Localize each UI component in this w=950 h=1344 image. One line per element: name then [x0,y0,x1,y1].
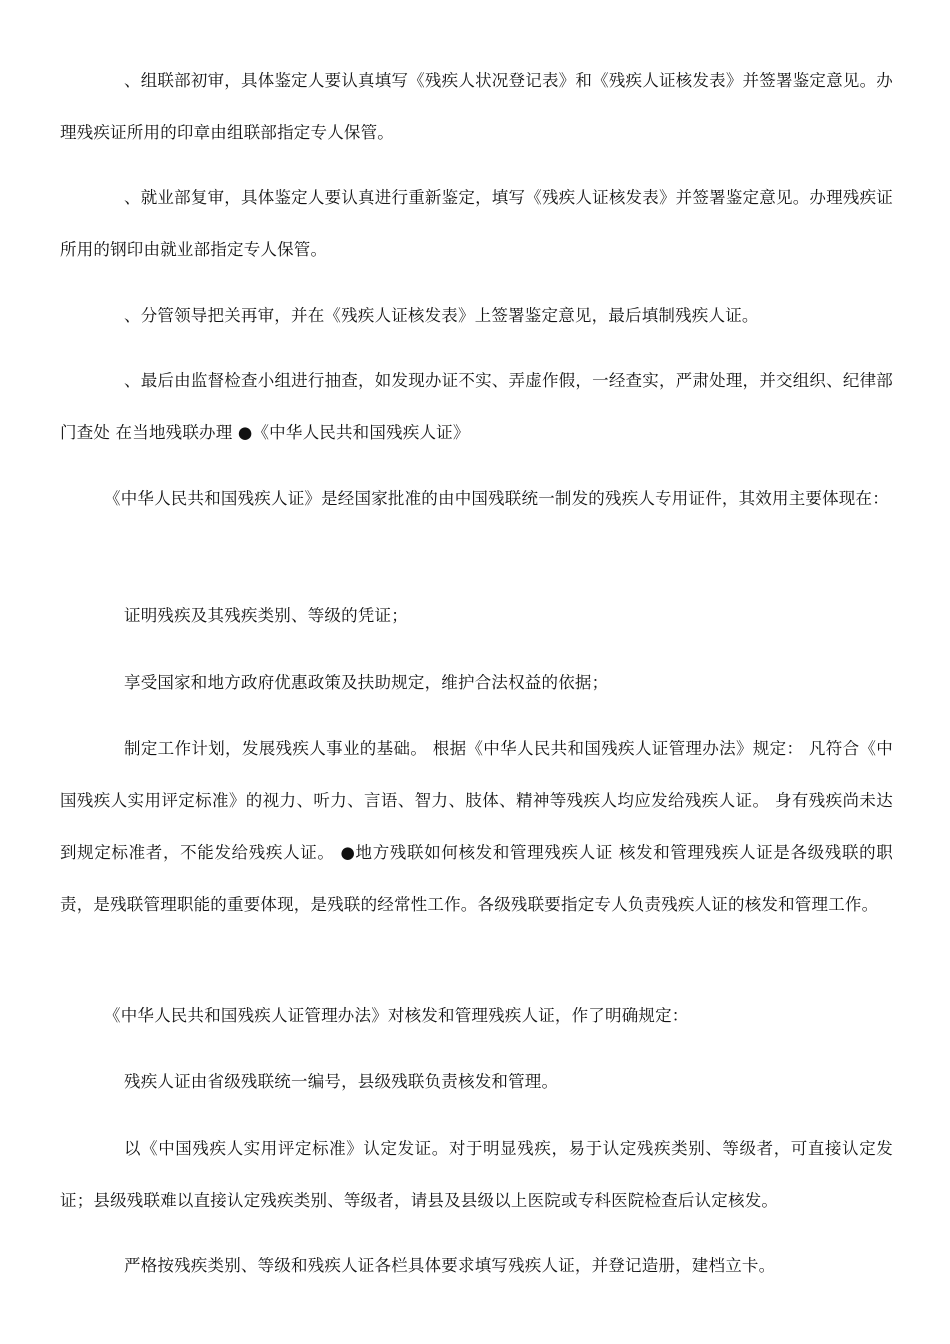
paragraph-rule-filling: 严格按残疾类别、等级和残疾人证各栏具体要求填写残疾人证，并登记造册，建档立卡。 [124,1256,776,1275]
paragraph-effect-1: 证明残疾及其残疾类别、等级的凭证； [124,606,408,625]
paragraph-management-rules: 《中华人民共和国残疾人证管理办法》对核发和管理残疾人证，作了明确规定： [104,1006,689,1025]
paragraph-rule-standard: 以《中国残疾人实用评定标准》认定发证。对于明显残疾，易于认定残疾类别、等级者，可直接认定发证；县级残联难以直接认定残疾类别、等级者，请县及县级以上医院或专科医院检查后认定核发。 [60,1139,893,1210]
paragraph-zulianbu-review: 、组联部初审，具体鉴定人要认真填写《残疾人状况登记表》和《残疾人证核发表》并签署鉴定意见。办理残疾证所用的印章由组联部指定专人保管。 [60,71,893,142]
paragraph-effect-3: 制定工作计划，发展残疾人事业的基础。 根据《中华人民共和国残疾人证管理办法》规定： 凡符合《中国残疾人实用评定标准》的视力、听力、言语、智力、肢体、精神等残疾人均应发给残疾人证。 身有残疾尚未达到规定标准者，不能发给残疾人证。 ●地方残联如何核发和管理残疾人证 核发和管理残疾人证是各级残联的职责，是残联管理职能的重要体现，是残联的经常性工作。各级残联要指定专人负责残疾人证的核发和管理工作。 [60,739,893,914]
paragraph-leader-review: 、分管领导把关再审，并在《残疾人证核发表》上签署鉴定意见，最后填制残疾人证。 [124,306,759,325]
paragraph-effect-2: 享受国家和地方政府优惠政策及扶助规定，维护合法权益的依据； [124,673,609,692]
paragraph-certificate-intro: 《中华人民共和国残疾人证》是经国家批准的由中国残联统一制发的残疾人专用证件，其效用主要体现在： [104,489,889,508]
paragraph-supervision-check: 、最后由监督检查小组进行抽查，如发现办证不实、弄虚作假，一经查实，严肃处理，并交组织、纪律部门查处 在当地残联办理 ●《中华人民共和国残疾人证》 [60,371,893,442]
paragraph-jiuyebu-review: 、就业部复审，具体鉴定人要认真进行重新鉴定，填写《残疾人证核发表》并签署鉴定意见。办理残疾证所用的钢印由就业部指定专人保管。 [60,188,893,259]
paragraph-rule-numbering: 残疾人证由省级残联统一编号，县级残联负责核发和管理。 [124,1072,559,1091]
